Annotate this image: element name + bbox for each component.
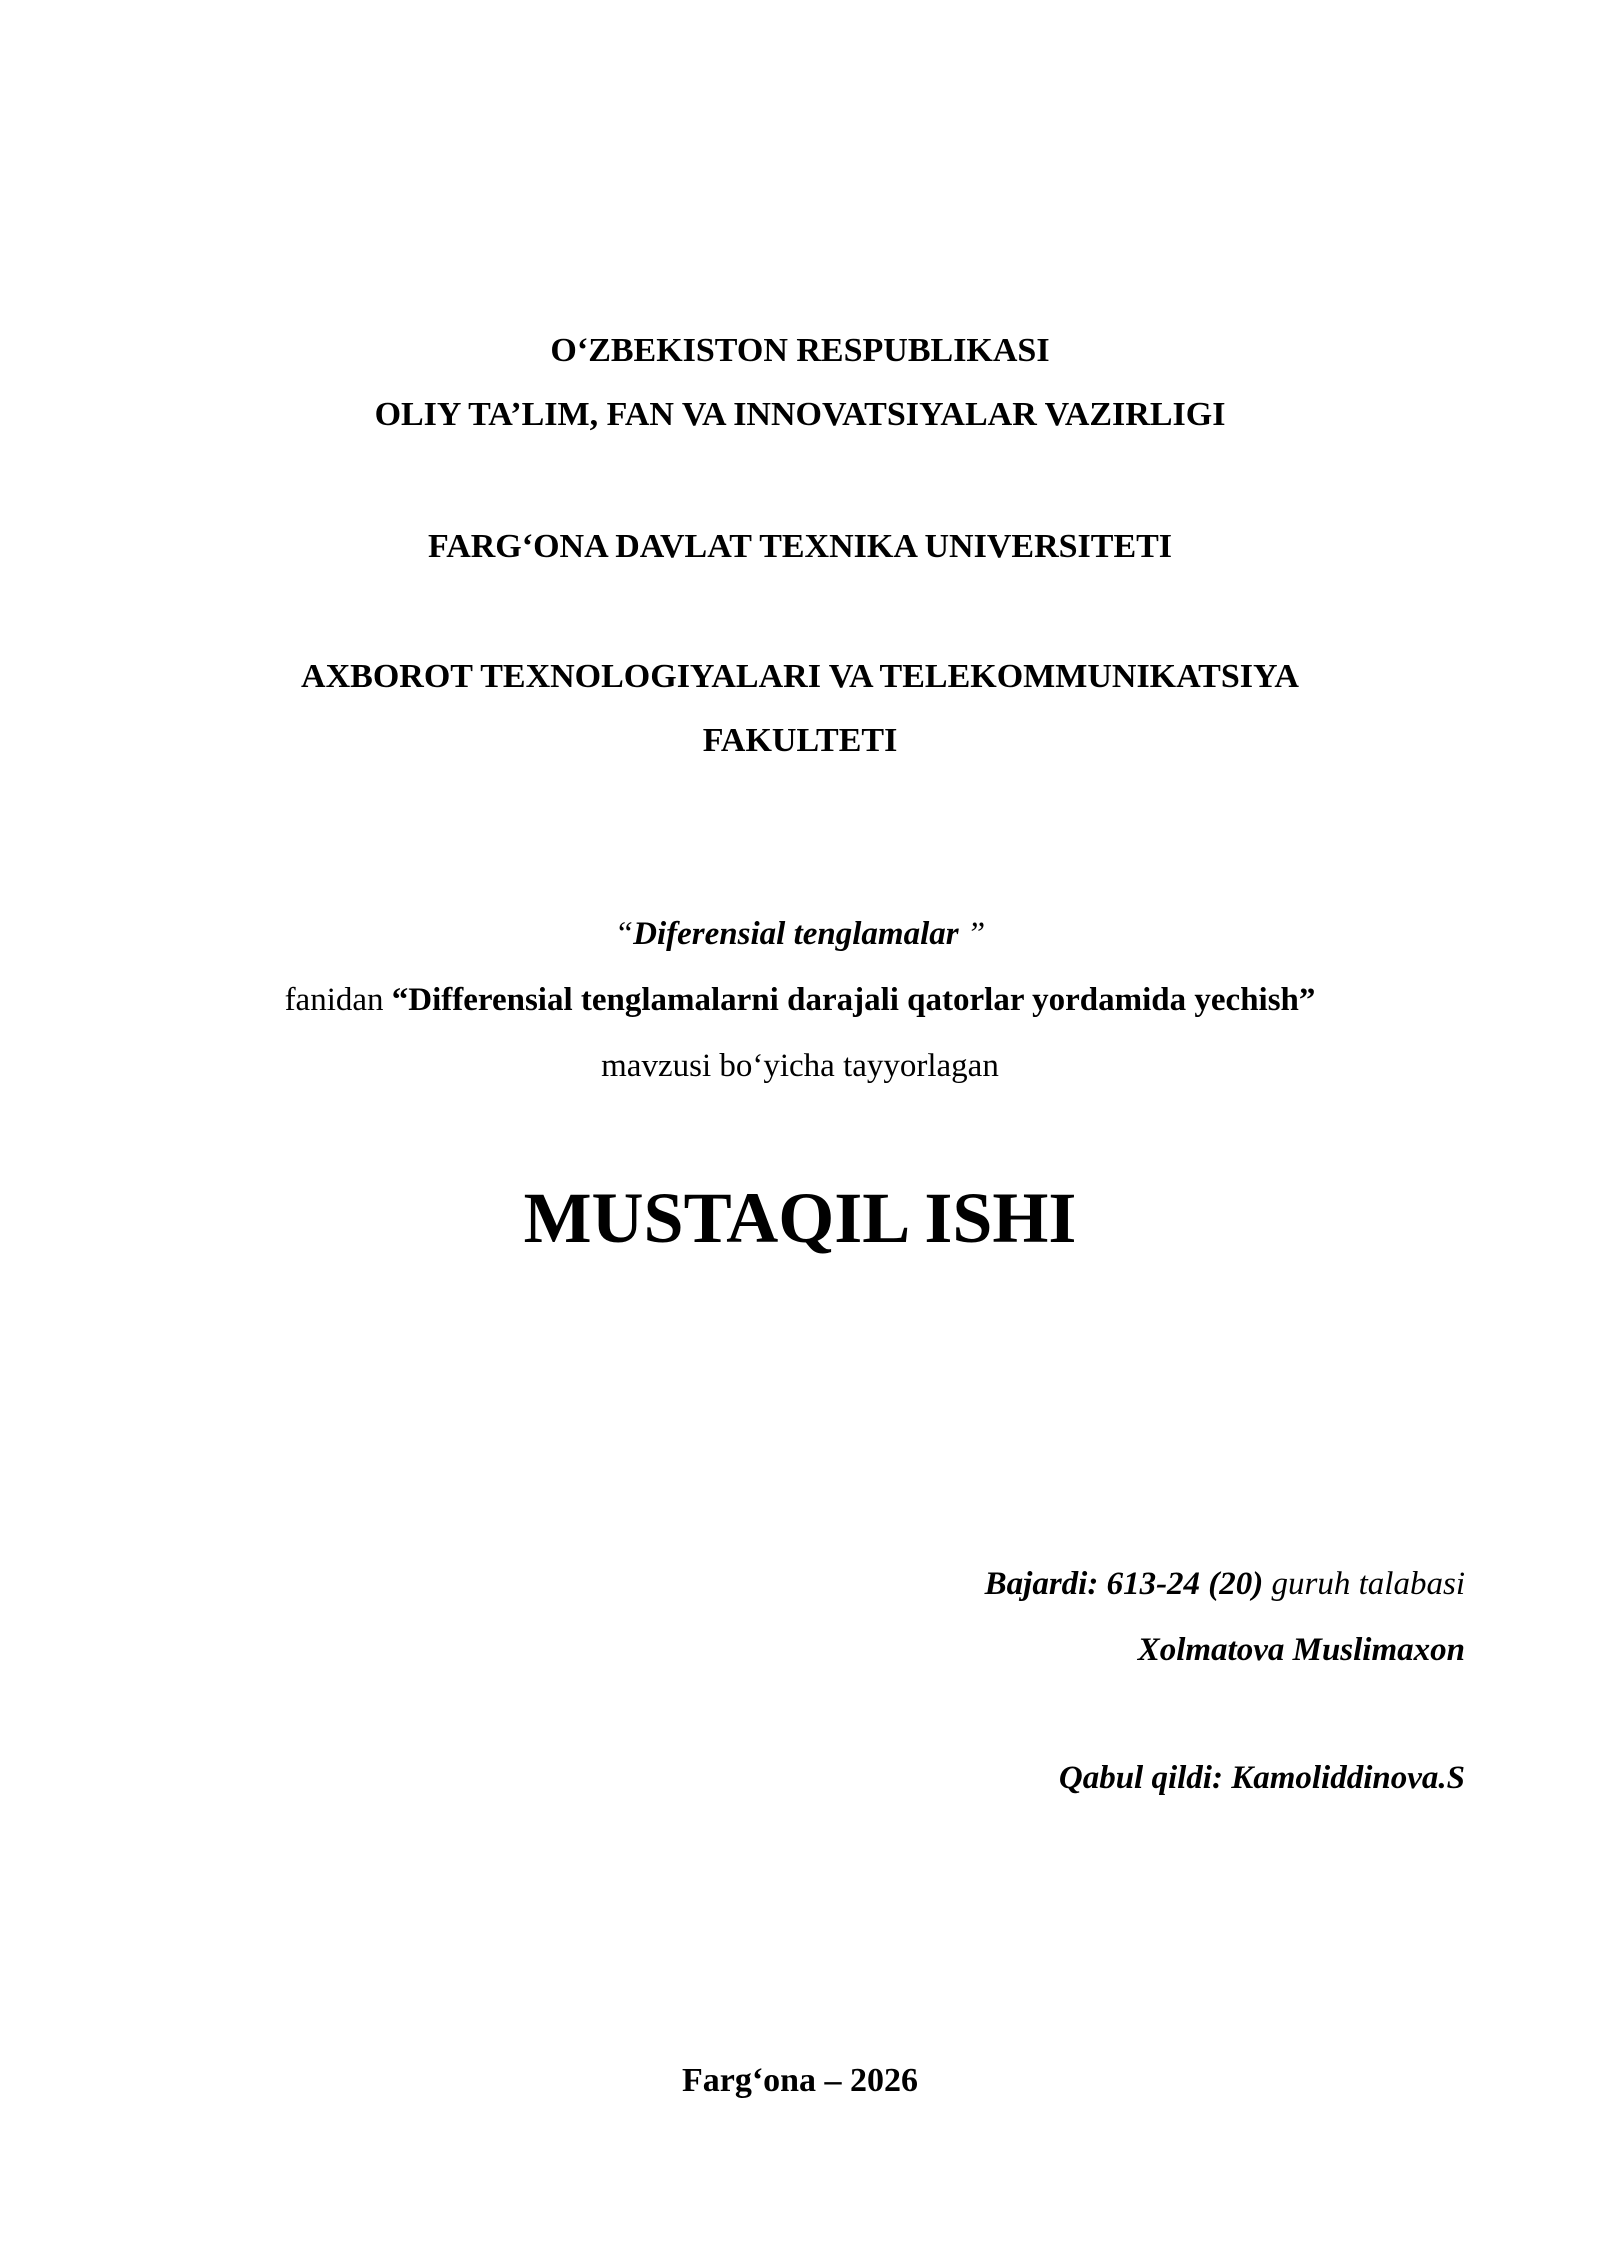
reviewer-line: Qabul qildi: Kamoliddinova.S xyxy=(1058,1760,1465,1796)
city-year: Farg‘ona – 2026 xyxy=(681,2062,919,2099)
author-group-line xyxy=(985,1568,1465,1601)
author-group-text: guruh talabasi xyxy=(1263,1566,1465,1602)
topic-prefix: fanidan xyxy=(284,982,392,1018)
subject-open-quote: “ xyxy=(614,916,634,952)
subject-close-quote: ” xyxy=(958,916,986,952)
university-name: FARG‘ONA DAVLAT TEXNIKA UNIVERSITETI xyxy=(427,528,1173,565)
faculty-line-2: FAKULTETI xyxy=(702,722,898,759)
author-label: Bajardi: 613-24 (20) xyxy=(984,1566,1264,1602)
topic-title: “Differensial tenglamalarni darajali qatorlar yordamida yechish” xyxy=(391,982,1316,1018)
subject-line xyxy=(0,918,1600,951)
ministry-line-2: OLIY TA’LIM, FAN VA INNOVATSIYALAR VAZIRLIGI xyxy=(374,396,1226,433)
topic-suffix: mavzusi bo‘yicha tayyorlagan xyxy=(601,1048,999,1084)
subject-name: Diferensial tenglamalar xyxy=(633,916,959,952)
faculty-line-1: AXBOROT TEXNOLOGIYALARI VA TELEKOMMUNIKATSIYA xyxy=(301,658,1299,695)
topic-line xyxy=(0,984,1600,1017)
author-name: Xolmatova Muslimaxon xyxy=(1137,1632,1465,1668)
document-title: MUSTAQIL ISHI xyxy=(523,1178,1077,1258)
ministry-line-1: O‘ZBEKISTON RESPUBLIKASI xyxy=(550,332,1050,369)
